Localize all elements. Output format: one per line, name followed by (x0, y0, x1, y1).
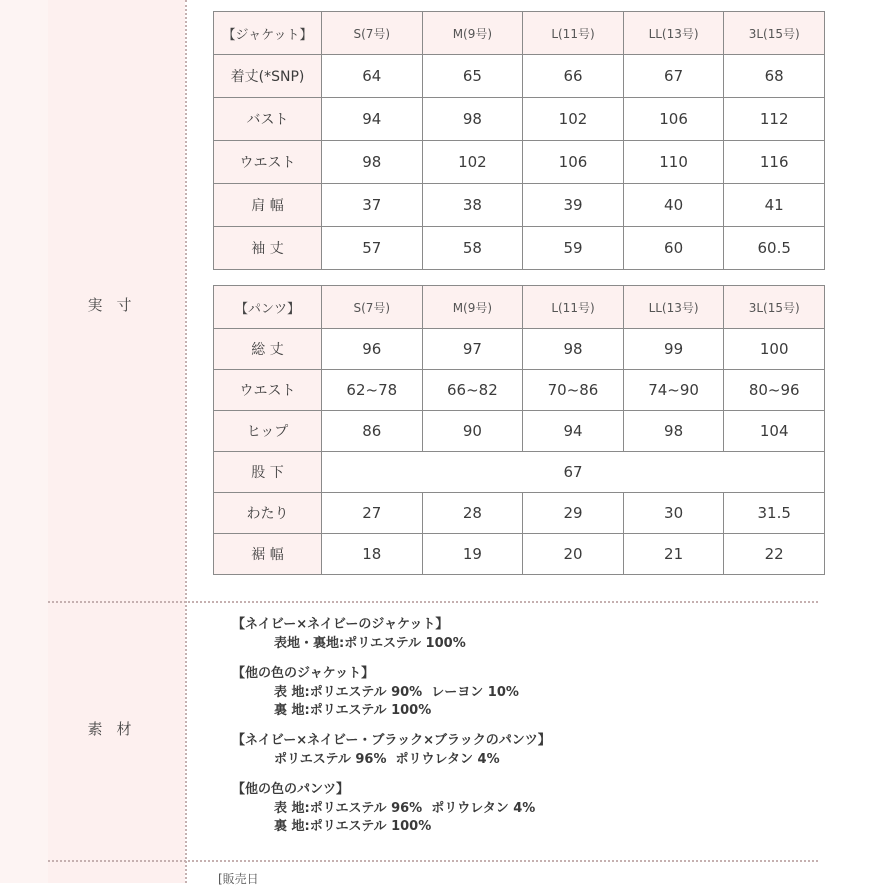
table-cell: 58 (422, 227, 523, 270)
table-cell: 98 (322, 141, 423, 184)
material-line: 裏 地:ポリエステル 100% (274, 819, 432, 834)
left-margin-strip (0, 0, 48, 883)
table-row (214, 98, 825, 141)
size-header: S(7号) (322, 286, 423, 329)
table-cell: 28 (422, 493, 523, 534)
material-line: 表 地:ポリエステル 90% レーヨン 10% (274, 685, 519, 700)
section-divider (48, 860, 818, 862)
table-cell: 31.5 (724, 493, 825, 534)
table-cell: 80~96 (724, 370, 825, 411)
materials-section (232, 614, 551, 846)
table-cell: 37 (322, 184, 423, 227)
material-title: 【ネイビー×ネイビーのジャケット】 (232, 617, 449, 632)
section-divider (48, 601, 818, 603)
size-header: M(9号) (422, 286, 523, 329)
table-cell: 62~78 (322, 370, 423, 411)
table-cell: 20 (523, 534, 624, 575)
table-cell: 94 (523, 411, 624, 452)
pants-size-table (213, 285, 825, 575)
table-cell: 27 (322, 493, 423, 534)
material-title: 【ネイビー×ネイビー・ブラック×ブラックのパンツ】 (232, 733, 551, 748)
table-row (214, 141, 825, 184)
material-group (232, 663, 551, 720)
row-label: わたり (214, 493, 322, 534)
table-cell: 30 (623, 493, 724, 534)
size-header: L(11号) (523, 12, 624, 55)
table-cell: 68 (724, 55, 825, 98)
table-cell: 21 (623, 534, 724, 575)
material-group (232, 730, 551, 769)
measurements-label: 実寸 (87, 296, 146, 314)
table-row (214, 452, 825, 493)
table-cell: 66~82 (422, 370, 523, 411)
table-row (214, 184, 825, 227)
material-group (232, 614, 551, 653)
table-cell: 98 (422, 98, 523, 141)
row-label: バスト (214, 98, 322, 141)
table-header-row (214, 12, 825, 55)
size-header: M(9号) (422, 12, 523, 55)
table-cell: 102 (523, 98, 624, 141)
table-cell: 97 (422, 329, 523, 370)
table-row (214, 55, 825, 98)
size-header: LL(13号) (623, 12, 724, 55)
table-cell: 100 (724, 329, 825, 370)
inseam-merged-cell: 67 (322, 452, 825, 493)
table-cell: 106 (623, 98, 724, 141)
row-label: ウエスト (214, 370, 322, 411)
table-cell: 59 (523, 227, 624, 270)
table-cell: 19 (422, 534, 523, 575)
table-cell: 94 (322, 98, 423, 141)
table-cell: 112 (724, 98, 825, 141)
table-cell: 29 (523, 493, 624, 534)
table-cell: 74~90 (623, 370, 724, 411)
table-cell: 57 (322, 227, 423, 270)
size-header: L(11号) (523, 286, 624, 329)
table-cell: 90 (422, 411, 523, 452)
row-label: 総 丈 (214, 329, 322, 370)
size-header: S(7号) (322, 12, 423, 55)
row-label: 裾 幅 (214, 534, 322, 575)
material-line: 表 地:ポリエステル 96% ポリウレタン 4% (274, 801, 536, 816)
material-line: 表地・裏地:ポリエステル 100% (274, 636, 466, 651)
footer-partial-text: [販売日 (218, 872, 259, 886)
label-column (48, 0, 185, 883)
table-row (214, 370, 825, 411)
table-row (214, 329, 825, 370)
table-cell: 106 (523, 141, 624, 184)
table-cell: 38 (422, 184, 523, 227)
table-cell: 86 (322, 411, 423, 452)
material-title: 【他の色のパンツ】 (232, 782, 350, 797)
size-header: 3L(15号) (724, 286, 825, 329)
table-cell: 64 (322, 55, 423, 98)
column-divider (185, 0, 187, 883)
size-header: 3L(15号) (724, 12, 825, 55)
materials-label: 素材 (87, 720, 146, 738)
table-cell: 41 (724, 184, 825, 227)
table-cell: 39 (523, 184, 624, 227)
table-row (214, 411, 825, 452)
table-cell: 99 (623, 329, 724, 370)
row-label: ヒップ (214, 411, 322, 452)
table-row (214, 534, 825, 575)
size-header: LL(13号) (623, 286, 724, 329)
row-label: 袖 丈 (214, 227, 322, 270)
table-row (214, 227, 825, 270)
table-cell: 110 (623, 141, 724, 184)
jacket-table-title: 【ジャケット】 (214, 12, 322, 55)
table-cell: 98 (623, 411, 724, 452)
row-label: 着丈(*SNP) (214, 55, 322, 98)
table-cell: 65 (422, 55, 523, 98)
table-cell: 116 (724, 141, 825, 184)
table-cell: 18 (322, 534, 423, 575)
table-header-row (214, 286, 825, 329)
material-line: ポリエステル 96% ポリウレタン 4% (274, 752, 500, 767)
table-cell: 66 (523, 55, 624, 98)
table-cell: 67 (623, 55, 724, 98)
table-cell: 96 (322, 329, 423, 370)
row-label: 股 下 (214, 452, 322, 493)
jacket-size-table (213, 11, 825, 270)
table-cell: 98 (523, 329, 624, 370)
row-label: 肩 幅 (214, 184, 322, 227)
table-row (214, 493, 825, 534)
table-cell: 40 (623, 184, 724, 227)
table-cell: 102 (422, 141, 523, 184)
table-cell: 60.5 (724, 227, 825, 270)
material-title: 【他の色のジャケット】 (232, 666, 375, 681)
table-cell: 104 (724, 411, 825, 452)
pants-table-title: 【パンツ】 (214, 286, 322, 329)
table-cell: 22 (724, 534, 825, 575)
table-cell: 70~86 (523, 370, 624, 411)
row-label: ウエスト (214, 141, 322, 184)
table-cell: 60 (623, 227, 724, 270)
material-group (232, 779, 551, 836)
material-line: 裏 地:ポリエステル 100% (274, 703, 432, 718)
